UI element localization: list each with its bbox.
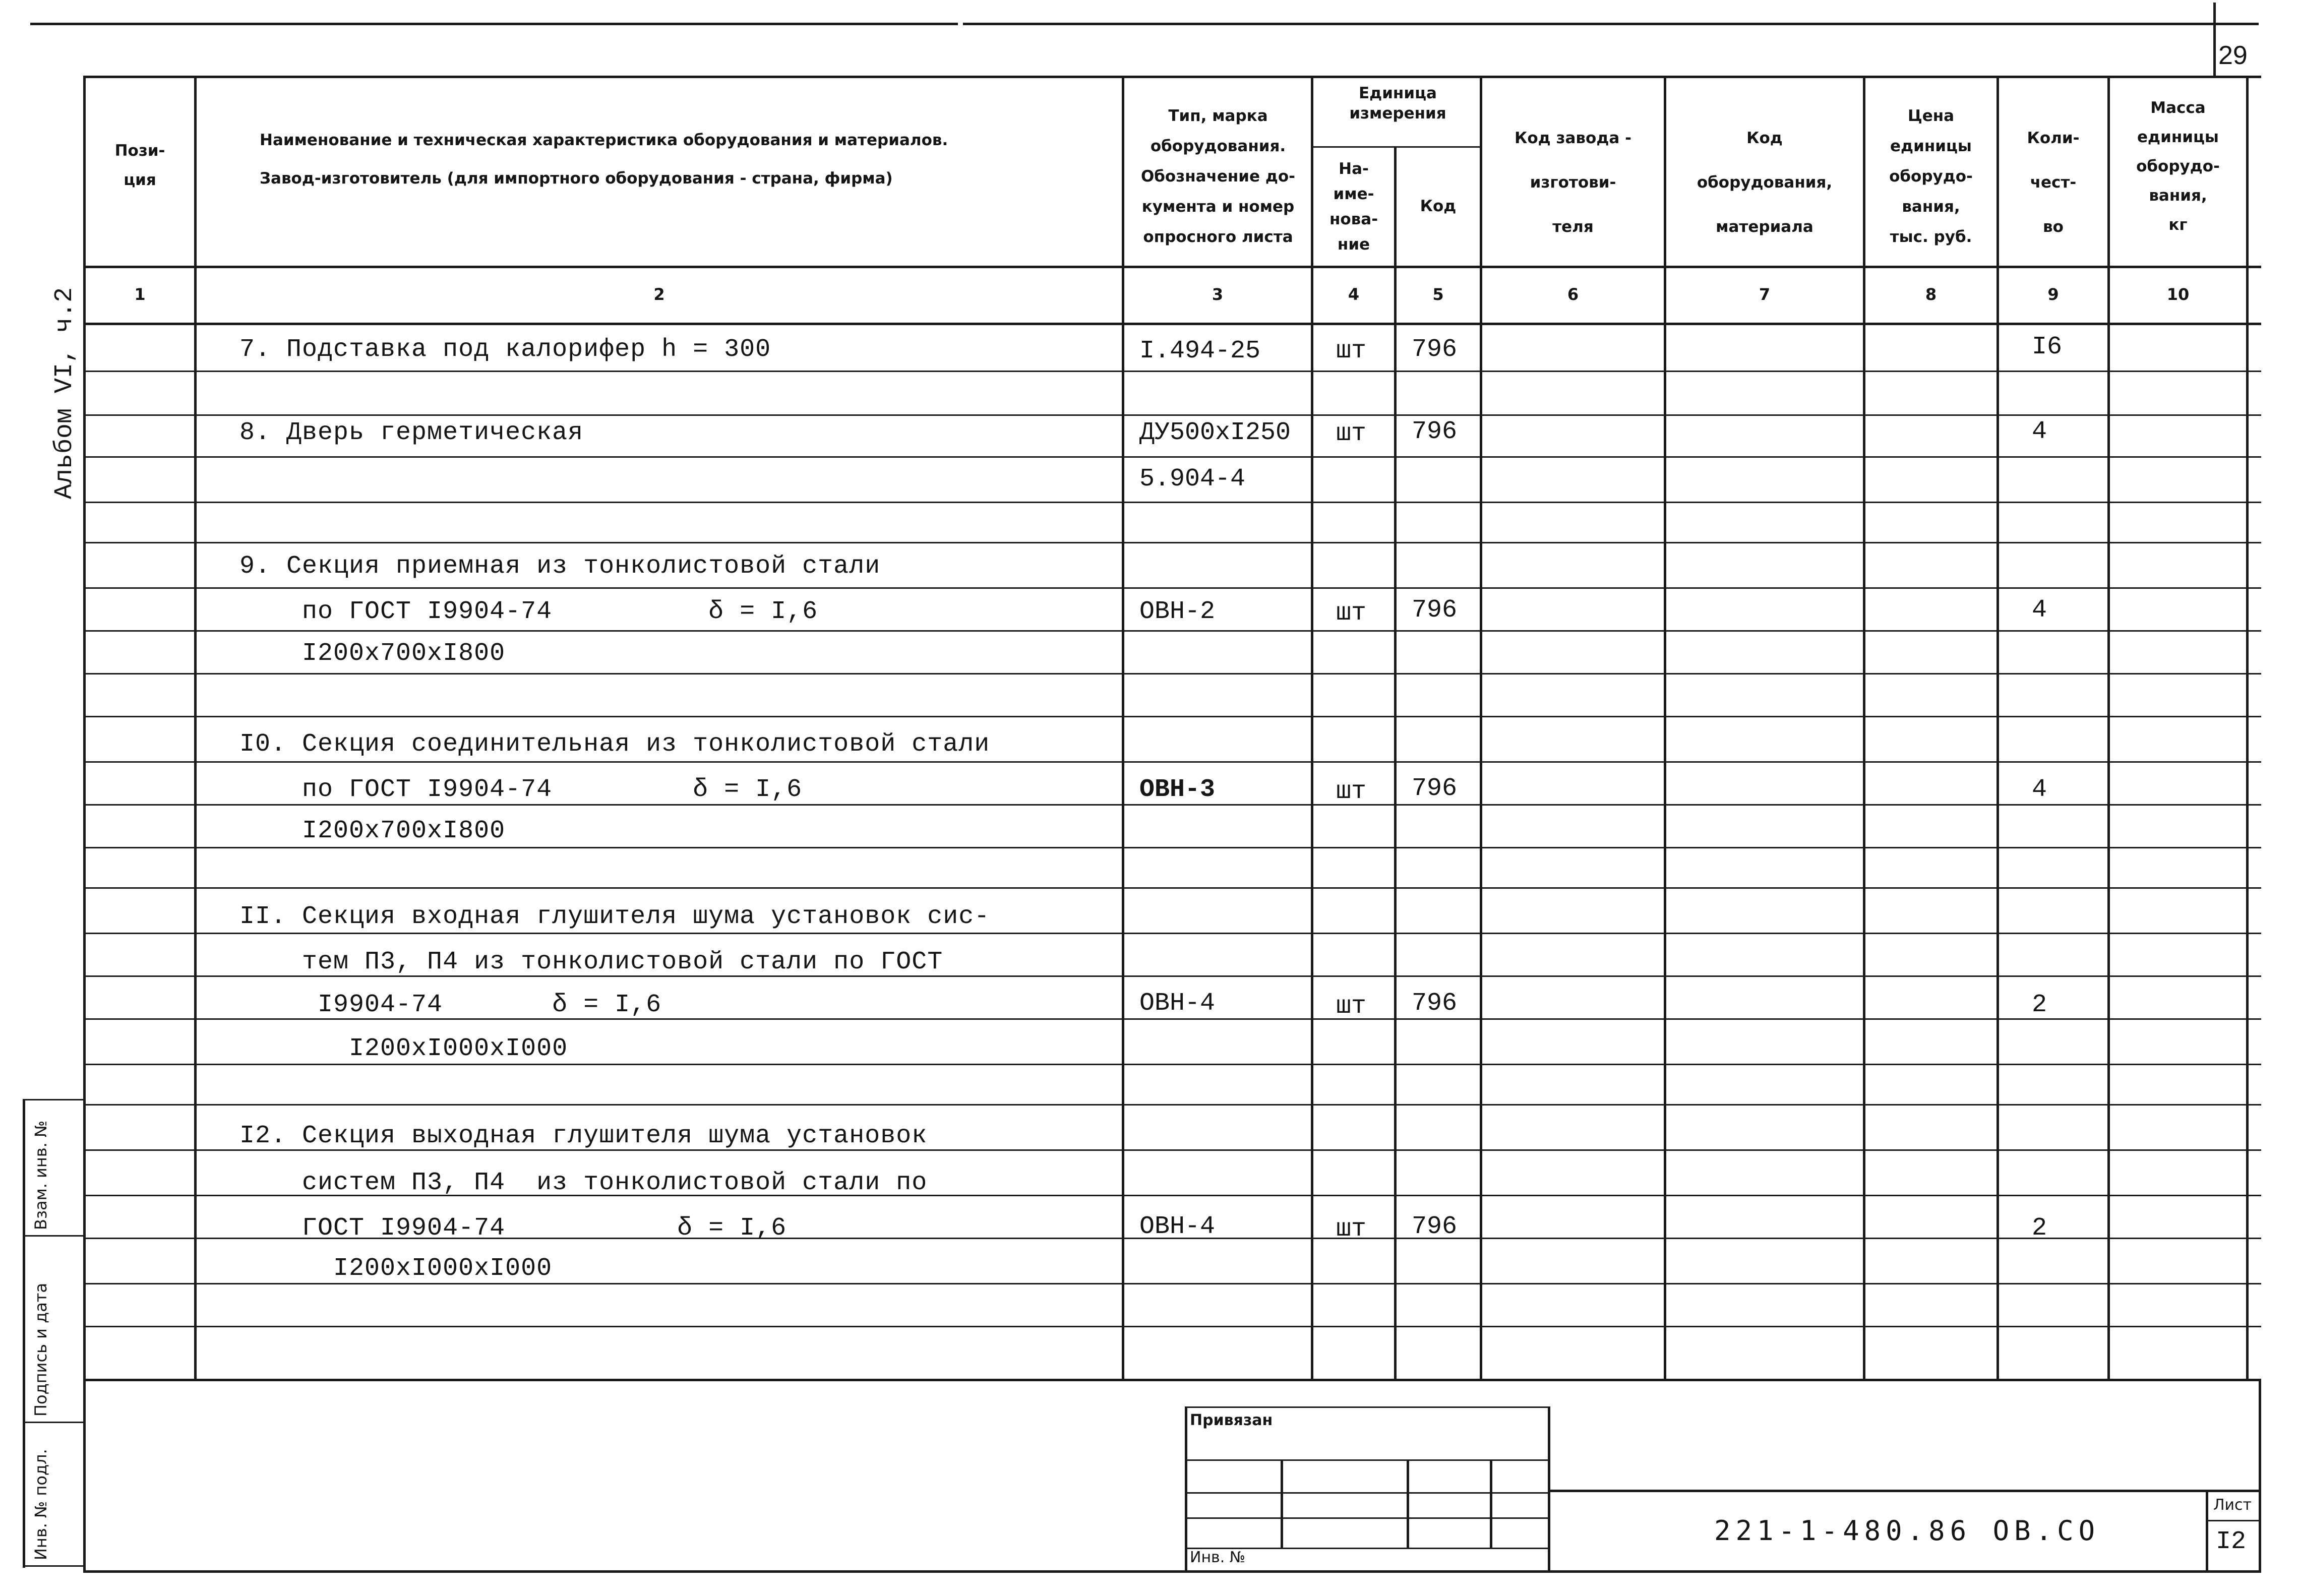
col-line [2246,76,2249,1381]
sheet-number: I2 [2216,1527,2247,1556]
album-label: Альбом VI, ч.2 [50,287,79,499]
stamp-line [2206,1490,2208,1573]
row-unit: шт [1336,777,1367,806]
row-name: ГОСТ I9904-74 δ = I,6 [239,1214,787,1243]
column-number: 6 [1567,285,1579,304]
row-qty: 4 [2032,417,2047,446]
row-separator [83,371,2261,372]
side-stamp-label: Взам. инв. № [31,1120,50,1230]
header-price: Цена единицы оборудо- вания, тыс. руб. [1889,107,1973,246]
side-stamp-divider [23,1422,83,1423]
column-number: 1 [134,285,146,304]
row-separator [83,1283,2261,1284]
row-name: по ГОСТ I9904-74 δ = I,6 [239,775,803,804]
header-name: Наименование и техническая характеристика оборудования и материалов. Завод-изготовитель (для импортного оборудования - страна, фирма) [260,131,948,188]
row-separator [83,933,2261,934]
side-stamp-divider [23,1099,83,1100]
stamp-line [1185,1459,1550,1461]
row-unit: шт [1336,337,1367,365]
row-name: 7. Подставка под калорифер h = 300 [239,335,771,364]
header-unit-group: Единица измерения [1349,84,1446,122]
row-name: 9. Секция приемная из тонколистовой стали [239,552,881,581]
col-line [2107,76,2110,1381]
stamp-line [1281,1459,1283,1548]
stamp-line [2206,1520,2261,1521]
stamp-line [1548,1490,2261,1492]
row-separator [83,630,2261,632]
row-code: 796 [1412,774,1458,803]
row-separator [83,761,2261,763]
row-name: тем П3, П4 из тонколистовой стали по ГОСТ [239,948,943,976]
row-type: I.494-25 [1139,337,1261,365]
row-name: I0. Секция соединительная из тонколистовой стали [239,730,990,759]
row-name: систем П3, П4 из тонколистовой стали по [239,1169,928,1197]
column-number: 2 [653,285,665,304]
row-type: ОВН-3 [1139,775,1216,804]
side-stamp-divider [23,1235,83,1237]
col-line [194,76,197,1381]
col-line [1480,76,1482,1381]
row-name: I2. Секция выходная глушителя шума установок [239,1122,928,1150]
unit-group-line [1311,146,1482,148]
sheet-label: Лист [2213,1496,2252,1514]
row-unit: шт [1336,599,1367,628]
row-qty: 4 [2032,775,2047,804]
row-name: I200х700хI800 [239,639,506,668]
row-type: 5.904-4 [1139,465,1246,494]
header-unit-name: На- име- нова- ние [1329,160,1378,254]
row-separator [83,1064,2261,1065]
side-stamp-label: Инв. № подл. [31,1449,50,1560]
col-line [1996,76,1999,1381]
row-separator [83,887,2261,889]
column-number: 10 [2166,285,2190,304]
column-number: 8 [1925,285,1937,304]
row-code: 796 [1412,417,1458,446]
stamp-line [1185,1517,1550,1519]
header-bottom-line [83,266,2261,268]
row-type: ДУ500хI250 [1139,418,1291,447]
row-unit: шт [1336,1215,1367,1244]
header-maker-code: Код завода - изготови- теля [1515,129,1631,236]
column-number: 9 [2047,285,2059,304]
number-row-bottom [83,323,2261,325]
row-name: I200хI000хI000 [239,1254,553,1283]
stamp-line [1407,1459,1409,1548]
side-stamp-left-line [23,1099,25,1568]
column-number: 7 [1759,285,1771,304]
header-quantity: Коли- чест- во [2027,129,2080,236]
row-separator [83,804,2261,806]
stamp-line [1185,1492,1550,1494]
row-code: 796 [1412,596,1458,625]
col-line [1664,76,1666,1381]
row-type: ОВН-4 [1139,989,1216,1018]
row-name: II. Секция входная глушителя шума установок сис- [239,902,990,931]
col-line [1311,76,1313,1381]
header-position: Пози- ция [114,142,165,189]
row-unit: шт [1336,992,1367,1021]
row-qty: 4 [2032,596,2047,625]
document-code: 221-1-480.86 ОВ.СО [1714,1515,2100,1547]
header-type: Тип, марка оборудования. Обозначение до- кумента и номер опросного листа [1140,107,1296,246]
row-separator [83,716,2261,717]
row-separator [83,587,2261,589]
row-unit: шт [1336,419,1367,448]
column-number: 4 [1348,285,1360,304]
header-equipment-code: Код оборудования, материала [1697,129,1833,236]
row-name: I200х700хI800 [239,817,506,845]
header-unit-code: Код [1420,197,1457,215]
stamp-line [1490,1459,1492,1548]
row-separator [83,1104,2261,1106]
row-separator [83,414,2261,416]
top-border-line [30,23,958,25]
row-qty: 2 [2032,1214,2047,1243]
side-stamp-label: Подпись и дата [31,1282,50,1417]
col-line [1863,76,1865,1381]
stamp-line [1185,1406,1550,1408]
row-separator [83,542,2261,543]
row-code: 796 [1412,989,1458,1018]
header-mass: Масса единицы оборудо- вания, кг [2136,99,2220,234]
row-qty: 2 [2032,991,2047,1019]
row-name: I9904-74 δ = I,6 [239,991,662,1019]
column-number: 5 [1432,285,1444,304]
inv-label: Инв. № [1190,1549,1246,1566]
row-qty: I6 [2032,333,2063,361]
stamp-line [2259,1381,2261,1573]
row-separator [83,456,2261,458]
row-name: по ГОСТ I9904-74 δ = I,6 [239,597,818,626]
row-type: ОВН-4 [1139,1212,1216,1241]
table-top-line [83,76,2261,78]
row-separator [83,1326,2261,1327]
row-separator [83,673,2261,674]
row-name: I200хI000хI000 [239,1034,568,1063]
table-bottom-line [83,1379,2261,1381]
row-separator [83,502,2261,503]
side-stamp-divider [23,1565,83,1567]
stamp-line [83,1570,2261,1573]
page-number-divider [2213,3,2216,76]
top-border-line [963,23,2259,25]
row-code: 796 [1412,335,1458,364]
row-type: ОВН-2 [1139,597,1216,626]
row-code: 796 [1412,1212,1458,1241]
row-name: 8. Дверь герметическая [239,418,584,447]
page-number: 29 [2218,41,2248,70]
bound-label: Привязан [1190,1411,1273,1429]
col-line [1122,76,1124,1381]
column-number: 3 [1212,285,1224,304]
row-separator [83,847,2261,848]
